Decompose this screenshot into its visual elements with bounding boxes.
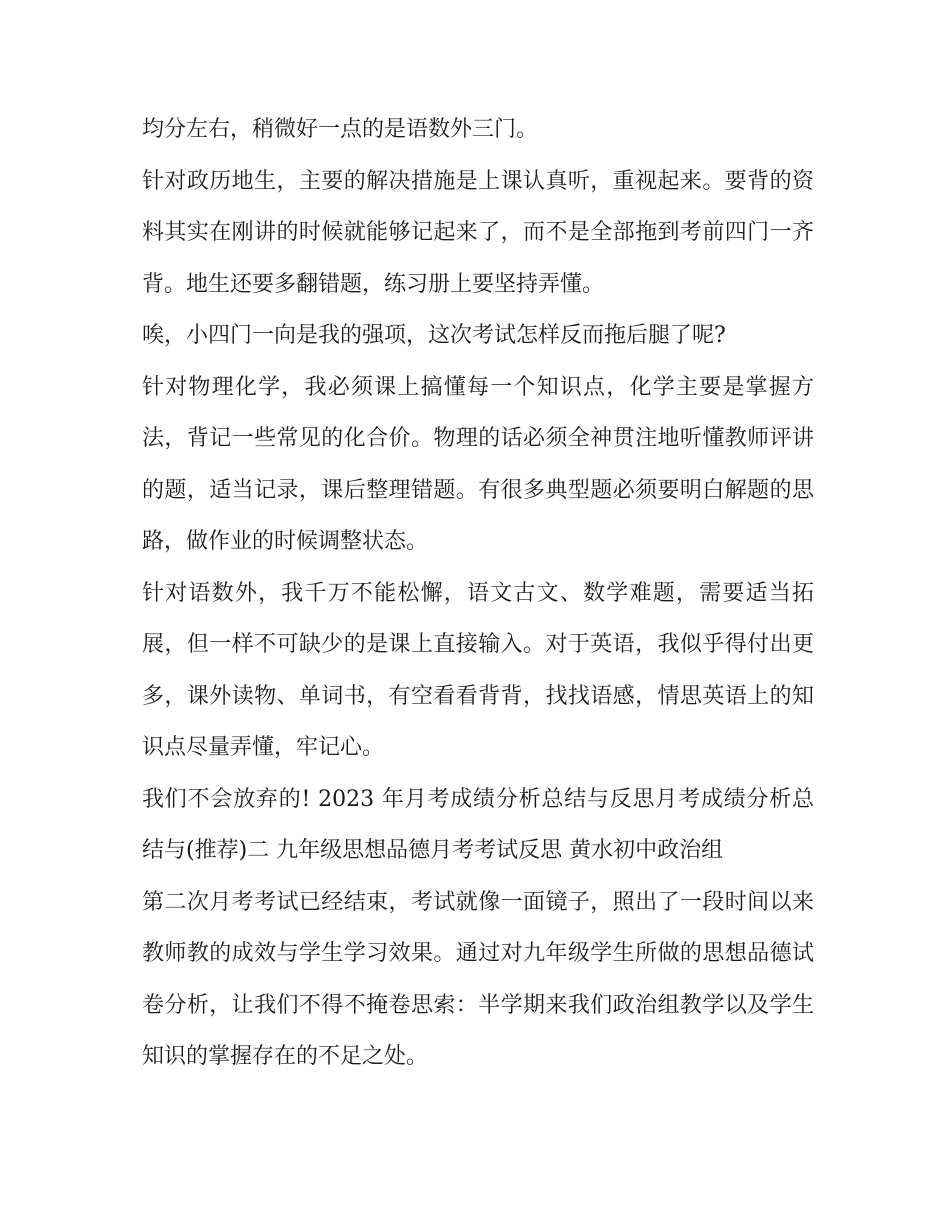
paragraph: 针对语数外，我千万不能松懈，语文古文、数学难题，需要适当拓展，但一样不可缺少的是课上直接输入。对于英语，我似乎得付出更多，课外读物、单词书，有空看看背背，找找语感，情思英语上的知识点尽量弄懂，牢记心。 bbox=[142, 580, 814, 760]
paragraph: 唉，小四门一向是我的强项，这次考试怎样反而拖后腿了呢? bbox=[142, 323, 726, 348]
paragraph: 针对政历地生，主要的解决措施是上课认真听，重视起来。要背的资料其实在刚讲的时候就能够记起来了，而不是全部拖到考前四门一齐背。地生还要多翻错题，练习册上要坚持弄懂。 bbox=[142, 168, 814, 297]
paragraph: 第二次月考考试已经结束，考试就像一面镜子，照出了一段时间以来教师教的成效与学生学习效果。通过对九年级学生所做的思想品德试卷分析，让我们不得不掩卷思索：半学期来我们政治组教学以及学生知识的掌握存在的不足之处。 bbox=[142, 889, 814, 1069]
document-body bbox=[142, 104, 814, 1083]
paragraph: 均分左右，稍微好一点的是语数外三门。 bbox=[142, 117, 539, 142]
paragraph: 针对物理化学，我必须课上搞懂每一个知识点，化学主要是掌握方法，背记一些常见的化合价。物理的话必须全神贯注地听懂教师评讲的题，适当记录，课后整理错题。有很多典型题必须要明白解题的思路，做作业的时候调整状态。 bbox=[142, 374, 814, 554]
paragraph: 我们不会放弃的! 2023 年月考成绩分析总结与反思月考成绩分析总结与(推荐)二 九年级思想品德月考考试反思 黄水初中政治组 bbox=[142, 786, 814, 863]
